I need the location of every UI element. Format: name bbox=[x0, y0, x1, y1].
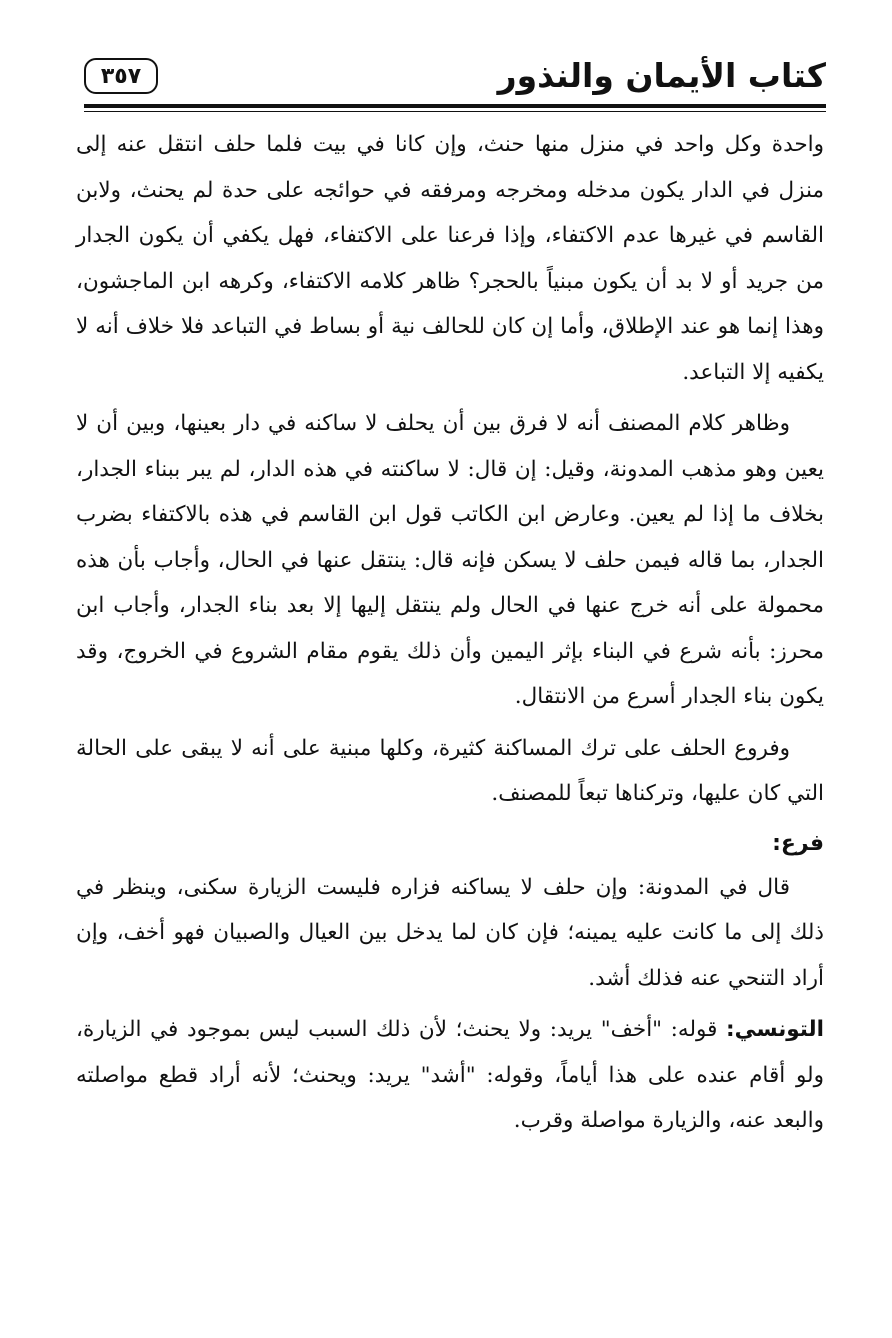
page-header bbox=[84, 52, 826, 112]
page-number: ٣٥٧ bbox=[84, 58, 158, 94]
branch-heading: فرع: bbox=[772, 830, 824, 856]
tunisi-paragraph bbox=[76, 1007, 824, 1144]
header-rule bbox=[84, 104, 826, 108]
page-body bbox=[76, 122, 824, 1150]
paragraph-3: وفروع الحلف على ترك المساكنة كثيرة، وكلها مبنية على أنه لا يبقى على الحالة التي كان عليها، وتركناها تبعاً للمصنف. bbox=[76, 735, 824, 806]
tunisi-label: التونسي: bbox=[726, 1017, 824, 1042]
header-rule-thin bbox=[84, 111, 826, 112]
paragraph-2: وظاهر كلام المصنف أنه لا فرق بين أن يحلف لا ساكنه في دار بعينها، وبين أن لا يعين وهو مذهب المدونة، وقيل: إن قال: لا ساكنته في هذه الدار، لم يبر ببناء الجدار، بخلاف ما إذا لم يعين. وعارض ابن الكاتب قول ابن القاسم في هذه بالاكتفاء بضرب الجدار، بما قاله فيمن حلف لا يسكن فإنه قال: ينتقل عنها في الحال، وأجاب بأن هذه محمولة على أنه خرج عنها في الحال ولم ينتقل إليها إلا بعد بناء الجدار، وأجاب ابن محرز: بأنه شرع في البناء بإثر اليمين وأن ذلك يقوم مقام الشروع في الخروج، وقد يكون بناء الجدار أسرع من الانتقال. bbox=[76, 411, 824, 709]
branch-paragraph: قال في المدونة: وإن حلف لا يساكنه فزاره فليست الزيارة سكنى، وينظر في ذلك إلى ما كانت عليه يمينه؛ فإن كان لما يدخل بين العيال والصبيان فهو أخف، وإن أراد التنحي عنه فذلك أشد. bbox=[76, 874, 824, 991]
running-title: كتاب الأيمان والنذور bbox=[497, 56, 826, 95]
tunisi-text: قوله: "أخف" يريد: ولا يحنث؛ لأن ذلك السبب ليس بموجود في الزيارة، ولو أقام عنده على هذا أياماً، وقوله: "أشد" يريد: ويحنث؛ لأنه أراد قطع مواصلته والبعد عنه، والزيارة مواصلة وقرب. bbox=[76, 1017, 824, 1133]
paragraph-1: واحدة وكل واحد في منزل منها حنث، وإن كانا في بيت فلما حلف انتقل عنه إلى منزل في الدار يكون مدخله ومخرجه ومرفقه في حوائجه على حدة لم يحنث، ولابن القاسم في غيرها عدم الاكتفاء، وإذا فرعنا على الاكتفاء، فهل يكفي أن يكون الجدار من جريد أو لا بد أن يكون مبنياً بالحجر؟ ظاهر كلامه الاكتفاء، وكرهه ابن الماجشون، وهذا إنما هو عند الإطلاق، وأما إن كان للحالف نية أو بساط في التباعد فلا خلاف أنه لا يكفيه إلا التباعد. bbox=[76, 132, 824, 385]
